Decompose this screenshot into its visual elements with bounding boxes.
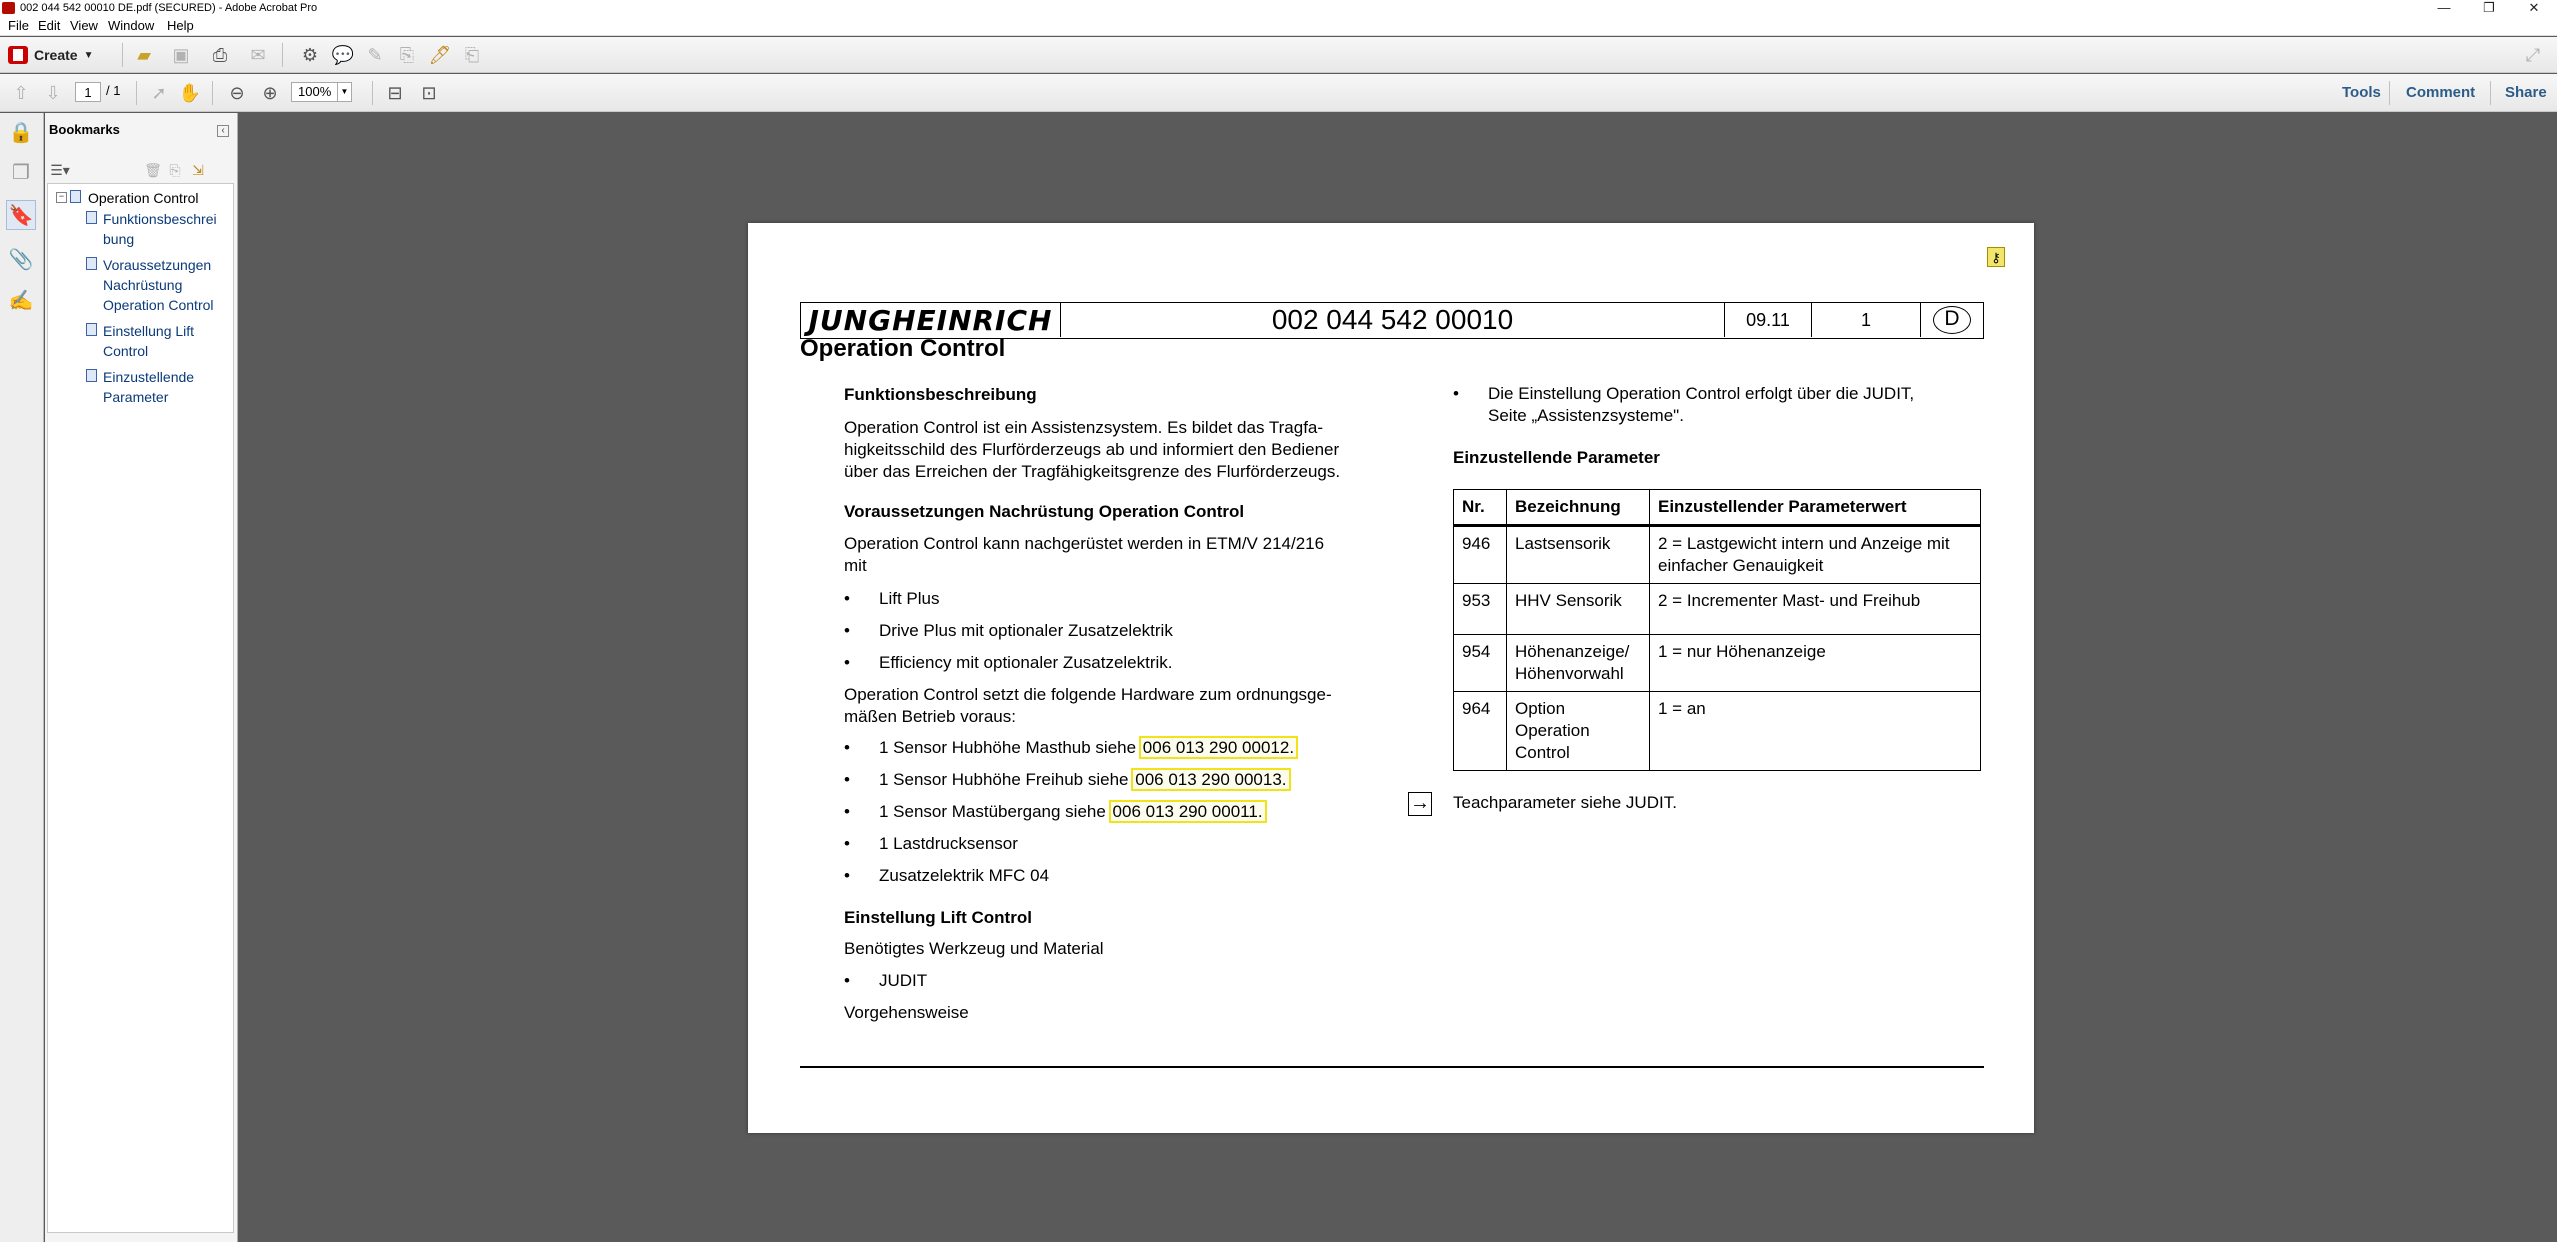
bookmark-einzustellende-parameter[interactable] (103, 367, 194, 407)
toolbar-divider (136, 81, 137, 105)
bookmark-label: Nachrüstung (103, 277, 183, 293)
pdf-page: ⚷ JUNGHEINRICH 002 044 542 00010 09.11 1 D Operation Control Funktionsbeschreibung Operation Control ist ein Assistenzsystem. Es bildet das Tragfa- higkeitsschild des Flurförderzeugs ab und informiert den Bediener über das Erreichen der Tragfähigkeitsgrenze des Flurförderzeugs. Voraussetzungen Nachrüstung Operation Control Operation Control kann nachgerüstet werden in ETM/V 214/216 mit • Lift Plus • Drive Plus mit optionaler Zusatzelektrik • Efficiency mit optionaler Zusatzelektrik. Operation Control setzt die folgende Hardware zum ordnungsge- mäßen Betrieb voraus: • 1 Sensor Hubhöhe Masthub siehe 006 013 290 00012. • 1 Sensor Hubhöhe Freihub siehe 006 013 290 00013. • 1 Sensor Mastübergang siehe 006 013 290 00011. • 1 Lastdrucksensor • Zusatzelektrik MFC 04 Einstellung Lift Control Benötigtes Werkzeug und Material • JUDIT Vorgehensweise • Die Einstellung Operation Control erfolgt über die JUDIT, Seite „Assistenzsysteme". Einzustellende Parameter Nr. Bezeichnung Einzustellender Parameterwert 946 Lastsensorik 2 = Lastgewicht intern und Anzeige mit einfacher Genauigkeit 953 HHV Sensorik 2 = Incrementer Mast- und Freihub 954 Höhenanzeige/ Höhenvorwahl 1 = nur Höhenanzeige 964 Option Operation Control 1 = an → Teachparameter siehe JUDIT. (748, 223, 2034, 1133)
bookmark-label: Control (103, 343, 149, 359)
text-line: Operation Control kann nachgerüstet werden in ETM/V 214/216 (844, 534, 1325, 553)
collapse-icon[interactable]: − (56, 192, 67, 203)
save-icon[interactable]: ▣ (172, 44, 190, 65)
page-thumbnails-icon[interactable]: ❐ (12, 161, 30, 184)
table-cell: 954 (1454, 635, 1507, 692)
bookmarks-panel (45, 113, 238, 1242)
document-header (800, 302, 1984, 339)
create-button[interactable] (8, 43, 94, 67)
zoom-dropdown-icon[interactable]: ▼ (337, 82, 352, 102)
bookmark-icon (86, 257, 97, 270)
delete-bookmark-icon[interactable]: 🗑 (144, 161, 162, 178)
table-cell: 953 (1454, 584, 1507, 635)
column-header: Nr. (1454, 490, 1507, 526)
reference-arrow-icon: → (1410, 792, 1430, 814)
bookmark-label: Funktionsbeschrei (103, 211, 217, 227)
table-cell: 946 (1454, 526, 1507, 584)
email-icon[interactable]: ✉ (250, 44, 266, 65)
language-cell (1921, 303, 1983, 337)
text-line: Operation Control ist ein Assistenzsystem. Es bildet das Tragfa- (844, 418, 1324, 437)
expand-view-icon[interactable]: ⤢ (2525, 44, 2541, 65)
toolbar-divider (2490, 81, 2491, 105)
text-line: Operation Control setzt die folgende Hardware zum ordnungsge- (844, 685, 1332, 704)
toolbar-divider (212, 81, 213, 105)
section-heading-einstellung: Einstellung Lift Control (844, 908, 1032, 927)
table-cell: 1 = nur Höhenanzeige (1650, 635, 1981, 692)
menu-help[interactable]: Help (167, 18, 194, 33)
menu-view[interactable]: View (70, 18, 98, 33)
page-number-input[interactable]: 1 (75, 82, 101, 102)
document-page-number: 1 (1860, 309, 1871, 330)
toolbar-divider (282, 43, 283, 67)
toolbar-divider (122, 43, 123, 67)
table-row (1454, 526, 1981, 584)
bookmarks-icon[interactable]: 🔖 (6, 200, 36, 230)
bookmark-funktionsbeschreibung[interactable] (103, 209, 217, 249)
section-heading-parameter: Einzustellende Parameter (1453, 448, 1660, 467)
section-heading-voraussetzungen: Voraussetzungen Nachrüstung Operation Control (844, 502, 1245, 521)
bookmark-label: bung (103, 231, 135, 247)
restore-button[interactable]: ❐ (2483, 0, 2495, 15)
navigation-pane-rail (0, 113, 44, 1242)
select-cursor-icon[interactable]: ➚ (151, 82, 167, 103)
toolbar-divider (372, 81, 373, 105)
open-folder-icon[interactable]: ▰ (137, 44, 151, 65)
bookmark-label: Einstellung Lift (103, 323, 195, 339)
share-link[interactable]: Share (2505, 84, 2547, 101)
table-cell: 2 = Incrementer Mast- und Freihub (1650, 584, 1981, 635)
document-link[interactable]: 006 013 290 00011. (1112, 802, 1263, 821)
bookmark-operation-control[interactable]: Operation Control (88, 190, 199, 206)
highlight-icon[interactable]: ✎ (367, 44, 383, 65)
zoom-out-icon[interactable]: ⊖ (229, 82, 245, 103)
document-link[interactable]: 006 013 290 00013. (1135, 770, 1287, 789)
main-toolbar (0, 37, 2557, 73)
create-label: Create (34, 47, 78, 63)
close-panel-icon[interactable]: ‹ (217, 125, 229, 137)
table-cell: 1 = an (1650, 692, 1981, 771)
fit-page-icon[interactable]: ⊟ (387, 82, 403, 103)
bookmark-icon (86, 369, 97, 382)
acrobat-app-icon (2, 2, 15, 14)
table-cell: Option Operation Control (1507, 692, 1650, 771)
table-row (1454, 635, 1981, 692)
minimize-button[interactable]: — (2437, 0, 2451, 15)
fit-width-icon[interactable]: ⊡ (421, 82, 437, 103)
parameter-table (1453, 489, 1981, 771)
lock-icon[interactable]: 🔒 (8, 121, 34, 144)
bookmark-icon (70, 190, 81, 203)
print-icon[interactable]: ⎙ (212, 44, 228, 65)
text-line: mit (844, 556, 867, 575)
tools-link[interactable]: Tools (2342, 84, 2381, 101)
document-link[interactable]: 006 013 290 00012. (1142, 738, 1295, 757)
previous-page-icon[interactable]: ⇧ (13, 82, 29, 103)
bookmarks-tree (47, 183, 234, 1233)
table-cell: 2 = Lastgewicht intern und Anzeige mit einfacher Genauigkeit (1650, 526, 1981, 584)
date-cell (1725, 303, 1812, 337)
column-header: Bezeichnung (1507, 490, 1650, 526)
title-bar (0, 0, 2557, 16)
table-header-row (1454, 490, 1981, 526)
page-cell (1812, 303, 1921, 337)
stamp-icon[interactable]: ⎘ (399, 44, 415, 65)
close-window-button[interactable]: ✕ (2528, 0, 2540, 15)
create-pdf-icon (8, 46, 28, 64)
menu-edit[interactable]: Edit (38, 18, 61, 33)
navigation-toolbar (0, 74, 2557, 112)
bookmark-label: Parameter (103, 389, 169, 405)
new-bookmark-icon[interactable]: ⎘ (169, 161, 181, 178)
column-header: Einzustellender Parameterwert (1650, 490, 1981, 526)
sign-document-icon[interactable]: 🖊 (428, 44, 452, 65)
logo-cell (801, 303, 1061, 337)
toolbar-divider (2389, 81, 2390, 105)
table-cell: HHV Sensorik (1507, 584, 1650, 635)
bookmark-einstellung-lift-control[interactable] (103, 321, 194, 361)
menu-bar (0, 16, 2557, 36)
paragraph-description (844, 417, 1404, 483)
text-line: mäßen Betrieb voraus: (844, 707, 1016, 726)
table-row (1454, 584, 1981, 635)
footer-divider (800, 1066, 1984, 1068)
review-icon[interactable]: ⎗ (464, 44, 480, 65)
section-heading-funktionsbeschreibung: Funktionsbeschreibung (844, 385, 1037, 404)
paragraph-tools: Benötigtes Werkzeug und Material (844, 939, 1104, 958)
paragraph-hardware (844, 684, 1404, 728)
next-page-icon[interactable]: ⇩ (45, 82, 61, 103)
settings-gear-icon[interactable]: ⚙ (301, 44, 319, 65)
doc-number-cell (1061, 303, 1725, 337)
document-title: Operation Control (800, 335, 1006, 362)
table-cell: 964 (1454, 692, 1507, 771)
bookmark-icon (86, 211, 97, 224)
bookmark-label: Voraussetzungen (103, 257, 212, 273)
text-line: higkeitsschild des Flurförderzeugs ab und informiert den Bediener (844, 440, 1340, 459)
text-line: über das Erreichen der Tragfähigkeitsgrenze des Flurförderzeugs. (844, 462, 1341, 481)
paragraph-procedure: Vorgehensweise (844, 1003, 969, 1022)
bookmark-label: Einzustellende (103, 369, 195, 385)
bookmarks-toolbar (45, 157, 238, 183)
attachments-icon[interactable]: 📎 (8, 248, 34, 271)
table-cell: Lastsensorik (1507, 526, 1650, 584)
note-teachparameter: Teachparameter siehe JUDIT. (1453, 793, 1677, 812)
expand-bookmark-icon[interactable]: ⇲ (192, 161, 204, 178)
document-date: 09.11 (1746, 309, 1790, 330)
menu-window[interactable]: Window (108, 18, 155, 33)
language-badge: D (1933, 306, 1971, 334)
document-number: 002 044 542 00010 (1271, 304, 1514, 335)
menu-file[interactable]: File (8, 18, 29, 33)
page-total: / 1 (106, 83, 121, 98)
comment-link[interactable]: Comment (2406, 84, 2476, 101)
bookmarks-title: Bookmarks (49, 122, 120, 137)
table-row (1454, 692, 1981, 771)
security-notice-icon[interactable]: ⚷ (1987, 247, 2005, 267)
zoom-level-input[interactable]: 100% (291, 82, 338, 102)
bookmark-voraussetzungen[interactable] (103, 255, 214, 315)
bookmark-icon (86, 323, 97, 336)
comment-icon[interactable]: 💬 (331, 44, 355, 65)
options-menu-icon[interactable]: ☰▾ (50, 161, 70, 178)
bookmark-label: Operation Control (103, 297, 214, 313)
signatures-icon[interactable]: ✍ (8, 289, 34, 312)
jungheinrich-logo: JUNGHEINRICH (808, 303, 1053, 337)
table-cell: Höhenanzeige/ Höhenvorwahl (1507, 635, 1650, 692)
chevron-down-icon: ▼ (83, 49, 94, 61)
zoom-in-icon[interactable]: ⊕ (262, 82, 278, 103)
paragraph-retrofit (844, 533, 1404, 577)
window-title: 002 044 542 00010 DE.pdf (SECURED) - Adobe Acrobat Pro (20, 2, 318, 14)
hand-tool-icon[interactable]: ✋ (178, 82, 202, 103)
